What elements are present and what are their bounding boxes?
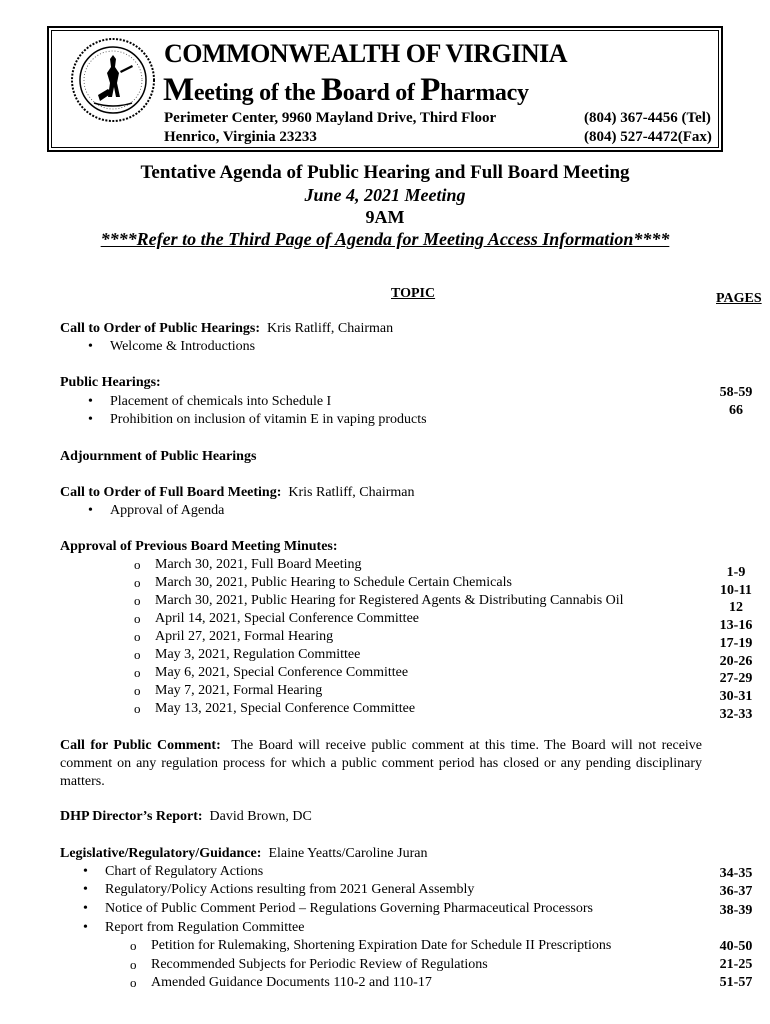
public-hearings-heading: Public Hearings:: [60, 375, 161, 390]
page-ref: 36-37: [719, 884, 753, 899]
list-item: o May 7, 2021, Formal Hearing: [155, 683, 322, 699]
list-item: • Placement of chemicals into Schedule I: [110, 394, 331, 410]
page-ref: 20-26: [719, 654, 753, 669]
virginia-seal-icon: [70, 37, 156, 123]
list-item: • Chart of Regulatory Actions: [105, 864, 263, 880]
list-item: o May 6, 2021, Special Conference Committee: [155, 665, 408, 681]
director-report: DHP Director’s Report: David Brown, DC: [60, 809, 312, 824]
list-item: • Notice of Public Comment Period – Regulations Governing Pharmaceutical Processors: [105, 901, 593, 917]
header-phone-tel: (804) 367-4456 (Tel): [584, 110, 711, 126]
list-item: o April 14, 2021, Special Conference Committee: [155, 611, 419, 627]
legislative-heading: Legislative/Regulatory/Guidance: Elaine Yeatts/Caroline Juran: [60, 846, 428, 861]
public-comment-paragraph: Call for Public Comment: The Board will receive public comment at this time. The Board will not receive comment on any regulation process for which a public comment period has closed or any pending disciplinary matters.: [60, 738, 703, 789]
list-item: o March 30, 2021, Full Board Meeting: [155, 557, 361, 573]
list-item: o Petition for Rulemaking, Shortening Expiration Date for Schedule II Prescriptions: [151, 938, 611, 954]
page-ref: 13-16: [719, 618, 753, 633]
list-item: • Approval of Agenda: [110, 503, 224, 519]
list-item: • Report from Regulation Committee: [105, 920, 304, 936]
list-item: • Prohibition on inclusion of vitamin E in vaping products: [110, 412, 427, 428]
page-ref: 12: [729, 600, 743, 615]
page-ref: 1-9: [726, 565, 746, 580]
list-item: • Regulatory/Policy Actions resulting from 2021 General Assembly: [105, 882, 474, 898]
header-state-name: COMMONWEALTH OF VIRGINIA: [164, 39, 568, 68]
list-item: o March 30, 2021, Public Hearing for Registered Agents & Distributing Cannabis Oil: [155, 593, 624, 609]
list-item: o May 3, 2021, Regulation Committee: [155, 647, 360, 663]
page-ref: 34-35: [719, 866, 753, 881]
page-ref: 17-19: [719, 636, 753, 651]
list-item: • Welcome & Introductions: [110, 339, 255, 355]
meeting-time: 9AM: [365, 207, 405, 227]
list-item: o Amended Guidance Documents 110-2 and 110-17: [151, 975, 432, 991]
list-item: o March 30, 2021, Public Hearing to Schedule Certain Chemicals: [155, 575, 512, 591]
list-item: o Recommended Subjects for Periodic Review of Regulations: [151, 957, 488, 973]
page-ref: 51-57: [719, 975, 753, 990]
header-address-line2: Henrico, Virginia 23233: [164, 129, 317, 145]
page-ref: 27-29: [719, 671, 753, 686]
list-item: o May 13, 2021, Special Conference Committee: [155, 701, 415, 717]
page-ref: 10-11: [720, 583, 752, 598]
list-item: o April 27, 2021, Formal Hearing: [155, 629, 333, 645]
page-ref: 32-33: [719, 707, 753, 722]
page-ref: 66: [729, 403, 743, 418]
header-address-line1: Perimeter Center, 9960 Mayland Drive, Third Floor: [164, 110, 497, 126]
pages-column-header: PAGES: [716, 291, 762, 306]
page-ref: 38-39: [719, 903, 753, 918]
header-meeting-title: Meeting of the Board of Pharmacy: [163, 72, 529, 108]
page-ref: 40-50: [719, 939, 753, 954]
topic-column-header: TOPIC: [391, 286, 436, 301]
meeting-date: June 4, 2021 Meeting: [304, 185, 466, 205]
page-ref: 21-25: [719, 957, 753, 972]
agenda-title: Tentative Agenda of Public Hearing and Full Board Meeting: [140, 162, 630, 183]
adjournment-heading: Adjournment of Public Hearings: [60, 449, 257, 464]
page-ref: 58-59: [719, 385, 753, 400]
minutes-heading: Approval of Previous Board Meeting Minutes:: [60, 539, 338, 554]
page-ref: 30-31: [719, 689, 753, 704]
call-order-board: Call to Order of Full Board Meeting: Kris Ratliff, Chairman: [60, 485, 415, 500]
header-phone-fax: (804) 527-4472(Fax): [584, 129, 712, 145]
call-order-hearings: Call to Order of Public Hearings: Kris Ratliff, Chairman: [60, 321, 394, 336]
access-info-note: ****Refer to the Third Page of Agenda for Meeting Access Information****: [100, 229, 670, 249]
